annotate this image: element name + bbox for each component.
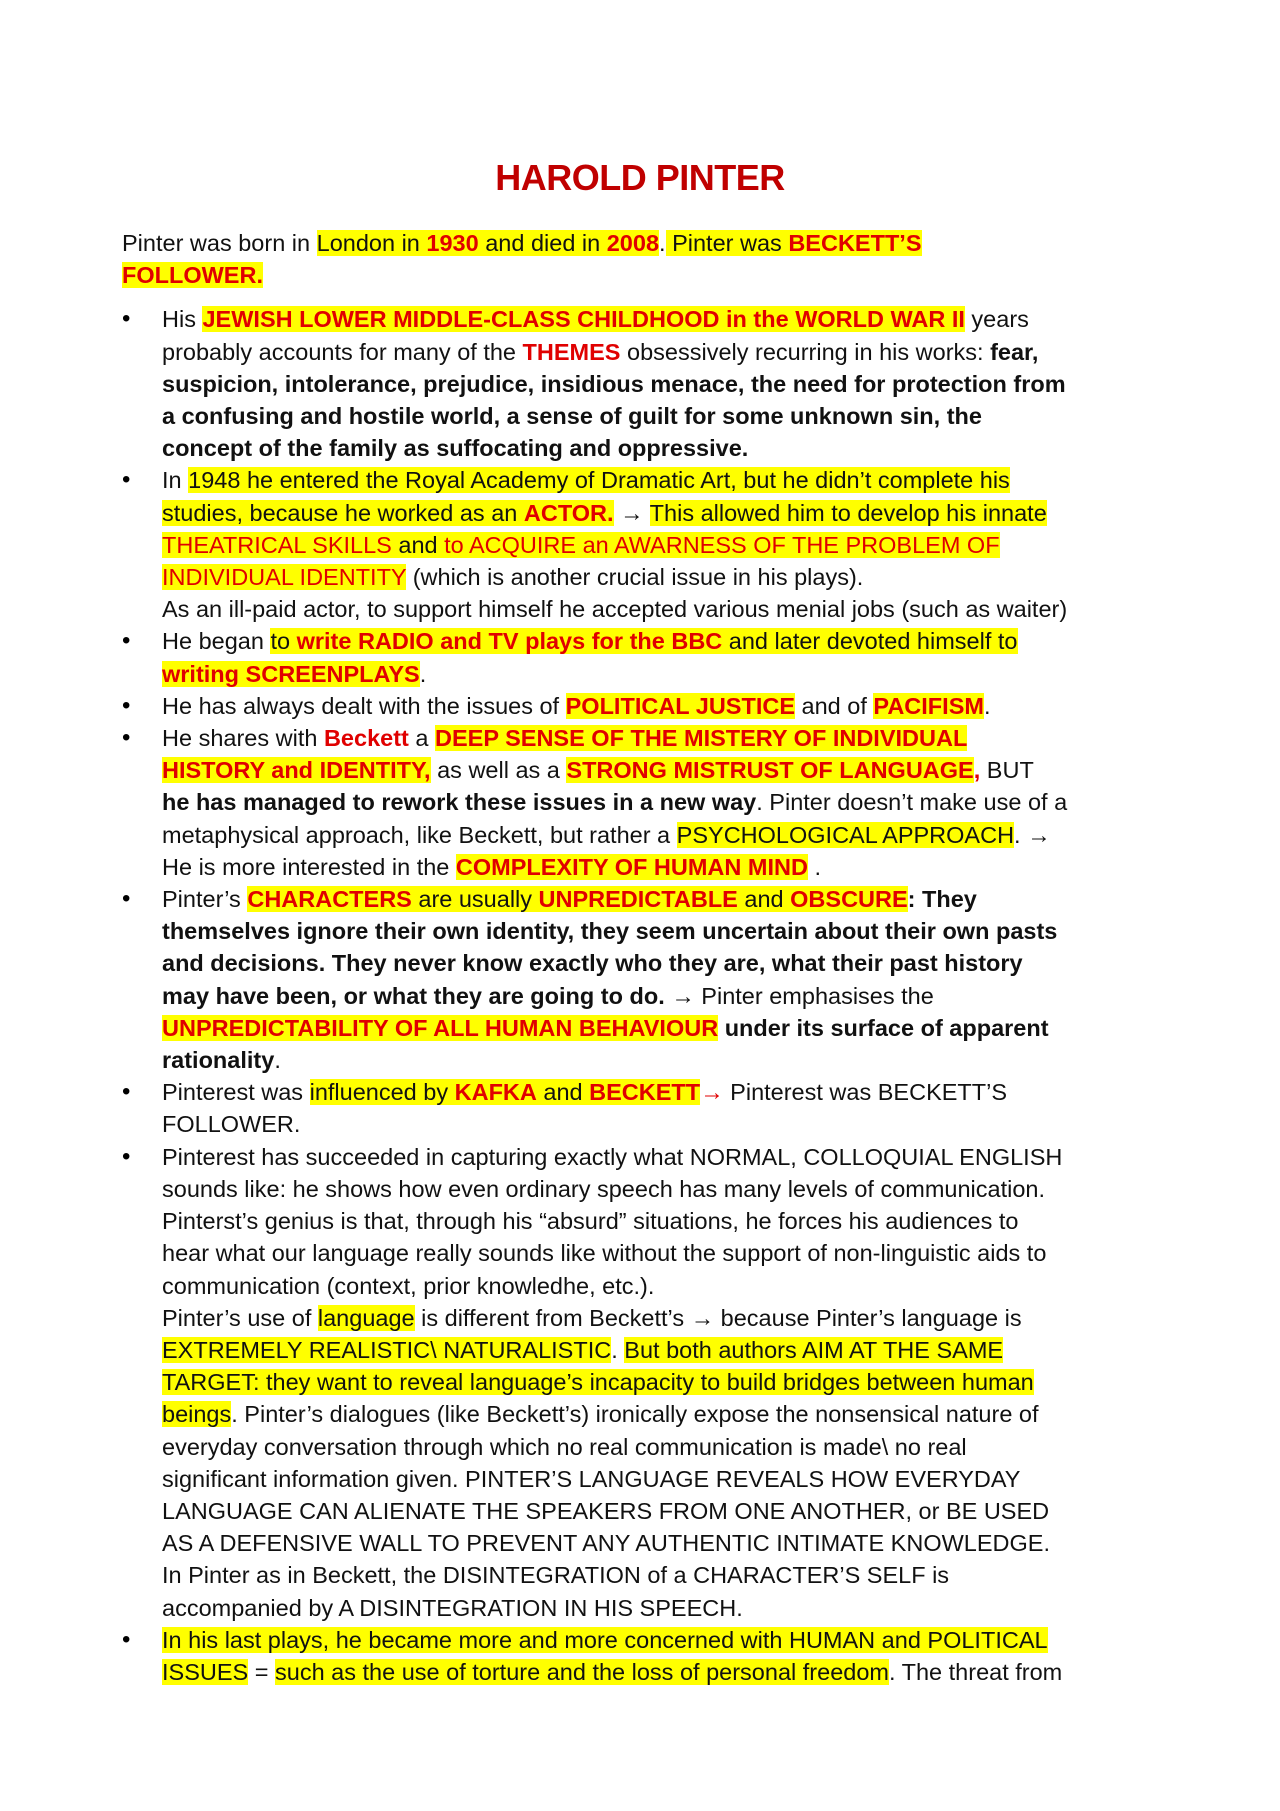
text-run: . — [419, 660, 427, 687]
text-run: Pinter was born in — [122, 230, 317, 256]
text-run: DEEP SENSE OF THE MISTERY OF INDIVIDUAL — [435, 725, 968, 752]
text-line — [162, 1431, 1172, 1463]
text-run: : They — [907, 886, 977, 913]
text-run: Pinterest has succeeded in capturing exactly what NORMAL, COLLOQUIAL ENGLISH — [162, 1143, 1063, 1170]
text-run: In Pinter as in Beckett, the DISINTEGRATION of a CHARACTER’S SELF is — [162, 1562, 950, 1589]
text-run: 1948 he entered the Royal Academy of Dramatic Art, but he didn’t complete his — [188, 467, 1010, 494]
text-run: and decisions. They never know exactly who they are, what their past history — [162, 950, 1023, 977]
text-line — [162, 947, 1172, 979]
text-run: HISTORY and IDENTITY, — [162, 757, 431, 784]
text-line — [162, 851, 1172, 883]
text-line — [162, 464, 1172, 496]
text-run: BECKETT — [589, 1079, 701, 1106]
text-line — [162, 1495, 1172, 1527]
text-run: KAFKA — [454, 1079, 537, 1106]
text-run: suspicion, intolerance, prejudice, insidious menace, the need for protection from — [162, 370, 1066, 397]
bullet-item — [122, 303, 1172, 464]
text-run: Pinterest was BECKETT’S — [723, 1079, 1008, 1106]
text-run: LANGUAGE CAN ALIENATE THE SPEAKERS FROM ONE ANOTHER, or BE USED — [162, 1497, 1050, 1524]
bullet-item — [122, 722, 1172, 883]
text-run: BECKETT’S — [788, 230, 922, 256]
text-run: BUT — [980, 757, 1034, 784]
text-run: years — [964, 306, 1029, 333]
text-line — [162, 1302, 1172, 1334]
text-line — [162, 1173, 1172, 1205]
text-run: 1930 — [426, 230, 479, 256]
text-line — [162, 1366, 1172, 1398]
text-run: He shares with — [162, 725, 324, 752]
text-line — [162, 1559, 1172, 1591]
text-run: → Pinter emphasises the — [664, 982, 934, 1009]
text-line — [162, 529, 1172, 561]
intro-paragraph — [122, 227, 1172, 291]
text-run: TARGET: they want to reveal language’s incapacity to build bridges between human — [162, 1369, 1034, 1396]
text-line — [162, 722, 1172, 754]
text-run: UNPREDICTABLE — [538, 886, 738, 913]
text-run: and died in — [478, 230, 607, 256]
text-run: influenced by — [309, 1079, 455, 1106]
text-run: to ACQUIRE an AWARNESS OF THE PROBLEM OF — [444, 531, 1000, 558]
text-line — [162, 593, 1172, 625]
text-line — [162, 915, 1172, 947]
bullet-item — [122, 690, 1172, 722]
text-line — [162, 400, 1172, 432]
text-line — [162, 561, 1172, 593]
text-run: PACIFISM — [873, 692, 984, 719]
text-run: → — [613, 499, 650, 526]
text-run: . — [274, 1047, 281, 1074]
text-line — [162, 1270, 1172, 1302]
text-run: , — [973, 757, 981, 784]
text-run: communication (context, prior knowledhe, etc.). — [162, 1272, 655, 1299]
text-run: CHARACTERS — [247, 886, 412, 913]
text-run: ACTOR. — [523, 499, 614, 526]
text-line — [162, 1141, 1172, 1173]
text-run: His — [162, 306, 203, 333]
text-run: and later devoted himself to — [722, 628, 1018, 655]
text-run: THEATRICAL SKILLS — [162, 531, 392, 558]
text-line — [162, 1044, 1172, 1076]
text-line — [162, 1076, 1172, 1108]
text-run: under its surface of apparent — [718, 1014, 1049, 1041]
text-run: to — [270, 628, 297, 655]
text-run: obsessively recurring in his works: — [620, 338, 991, 365]
text-run: studies, because he worked as an — [162, 499, 524, 526]
text-line — [162, 1592, 1172, 1624]
document-body — [122, 227, 1172, 1688]
bullet-item — [122, 464, 1172, 625]
text-line — [162, 1463, 1172, 1495]
text-run: hear what our language really sounds like without the support of non-linguistic aids to — [162, 1240, 1047, 1267]
text-line — [162, 1012, 1172, 1044]
text-run: PSYCHOLOGICAL APPROACH — [676, 821, 1015, 848]
text-run: significant information given. PINTER’S LANGUAGE REVEALS HOW EVERYDAY — [162, 1465, 1021, 1492]
text-run: and — [737, 886, 791, 913]
text-run: metaphysical approach, like Beckett, but rather a — [162, 821, 677, 848]
text-line — [162, 1108, 1172, 1140]
text-run: . — [983, 692, 991, 719]
text-run: Pinterst’s genius is that, through his “absurd” situations, he forces his audiences to — [162, 1208, 1019, 1235]
text-line — [162, 658, 1172, 690]
text-line — [162, 432, 1172, 464]
text-run: 2008 — [606, 230, 660, 256]
document-title: HAROLD PINTER — [495, 157, 785, 198]
text-run: Pinterest was — [162, 1079, 310, 1106]
text-run: write RADIO and TV plays for the BBC — [296, 628, 723, 655]
text-line — [162, 819, 1172, 851]
text-run: = — [248, 1658, 275, 1685]
text-run: As an ill-paid actor, to support himself he accepted various menial jobs (such as waiter) — [162, 596, 1068, 623]
text-line — [122, 259, 1172, 291]
text-line — [162, 1205, 1172, 1237]
text-run: COMPLEXITY OF HUMAN MIND — [455, 853, 808, 880]
text-run: In his last plays, he became more and more concerned with HUMAN and POLITICAL — [162, 1626, 1048, 1653]
bullet-item — [122, 1141, 1172, 1624]
text-run: . — [659, 230, 666, 256]
text-line — [162, 980, 1172, 1012]
text-run: probably accounts for many of the — [162, 338, 523, 365]
text-run: and — [391, 531, 445, 558]
text-run: But both authors AIM AT THE SAME — [624, 1336, 1004, 1363]
text-run: . → — [1014, 821, 1051, 848]
text-run: and of — [795, 692, 874, 719]
text-run: ISSUES — [162, 1658, 249, 1685]
text-run: In — [162, 467, 189, 494]
text-run: writing SCREENPLAYS — [162, 660, 420, 687]
bullet-item — [122, 625, 1172, 689]
text-run: STRONG MISTRUST OF LANGUAGE — [566, 757, 974, 784]
text-run: rationality — [162, 1047, 275, 1074]
text-line — [162, 303, 1172, 335]
bullet-item — [122, 1624, 1172, 1688]
text-line — [162, 497, 1172, 529]
text-run: . Pinter doesn’t make use of a — [756, 789, 1068, 816]
text-run: POLITICAL JUSTICE — [565, 692, 795, 719]
text-run: → — [700, 1079, 724, 1106]
text-line — [162, 368, 1172, 400]
text-run: themselves ignore their own identity, they seem uncertain about their own pasts — [162, 918, 1058, 945]
text-run: language — [317, 1304, 415, 1331]
text-line — [162, 1624, 1172, 1656]
text-run: everyday conversation through which no real communication is made\ no real — [162, 1433, 967, 1460]
text-line — [162, 625, 1172, 657]
text-run: such as the use of torture and the loss of personal freedom — [275, 1658, 889, 1685]
bullet-item — [122, 1076, 1172, 1140]
text-line — [162, 1398, 1172, 1430]
text-run: OBSCURE — [790, 886, 908, 913]
text-run: a confusing and hostile world, a sense of guilt for some unknown sin, the — [162, 403, 982, 430]
text-run: . — [611, 1336, 625, 1363]
text-run: London in — [316, 230, 427, 256]
text-run: He has always dealt with the issues of — [162, 692, 566, 719]
text-line — [162, 1237, 1172, 1269]
text-run: Pinter’s use of — [162, 1304, 318, 1331]
text-run: is different from Beckett’s → because Pinter’s language is — [414, 1304, 1022, 1331]
text-run: Pinter’s — [162, 886, 248, 913]
text-run: This allowed him to develop his innate — [649, 499, 1047, 526]
text-line — [122, 227, 1172, 259]
text-run: He began — [162, 628, 271, 655]
text-run: THEMES — [522, 338, 621, 365]
text-run: . The threat from — [888, 1658, 1063, 1685]
text-line — [162, 883, 1172, 915]
text-run: concept of the family as suffocating and oppressive. — [162, 435, 749, 462]
text-run: . Pinter’s dialogues (like Beckett’s) ironically expose the nonsensical nature of — [231, 1401, 1039, 1428]
bullet-item — [122, 883, 1172, 1076]
text-run: (which is another crucial issue in his plays). — [406, 564, 864, 591]
text-run: UNPREDICTABILITY OF ALL HUMAN BEHAVIOUR — [162, 1014, 719, 1041]
text-run: and — [536, 1079, 590, 1106]
text-run: FOLLOWER. — [122, 262, 263, 289]
text-run: EXTREMELY REALISTIC\ NATURALISTIC — [162, 1336, 612, 1363]
text-run: beings — [162, 1401, 232, 1428]
text-line — [162, 1656, 1172, 1688]
text-run: . — [807, 853, 822, 880]
text-run: accompanied by A DISINTEGRATION IN HIS SPEECH. — [162, 1594, 743, 1621]
text-run: may have been, or what they are going to do. — [162, 982, 665, 1009]
text-run: He is more interested in the — [162, 853, 456, 880]
text-run: AS A DEFENSIVE WALL TO PREVENT ANY AUTHENTIC INTIMATE KNOWLEDGE. — [162, 1530, 1050, 1557]
text-line — [162, 336, 1172, 368]
text-run: a — [408, 725, 435, 752]
text-run: sounds like: he shows how even ordinary speech has many levels of communication. — [162, 1175, 1046, 1202]
text-line — [162, 1527, 1172, 1559]
text-run: Pinter was — [665, 230, 789, 256]
text-run: he has managed to rework these issues in a new way — [162, 789, 757, 816]
text-run: INDIVIDUAL IDENTITY — [162, 564, 407, 591]
text-line — [162, 1334, 1172, 1366]
text-run: are usually — [411, 886, 539, 913]
text-line — [162, 754, 1172, 786]
text-run: JEWISH LOWER MIDDLE-CLASS CHILDHOOD in the WORLD WAR II — [202, 306, 965, 333]
text-line — [162, 690, 1172, 722]
text-line — [162, 786, 1172, 818]
text-run: as well as a — [430, 757, 567, 784]
text-run: Beckett — [323, 725, 409, 752]
text-run: FOLLOWER. — [162, 1111, 301, 1138]
bullet-list — [122, 303, 1172, 1688]
text-run: fear, — [990, 338, 1039, 365]
